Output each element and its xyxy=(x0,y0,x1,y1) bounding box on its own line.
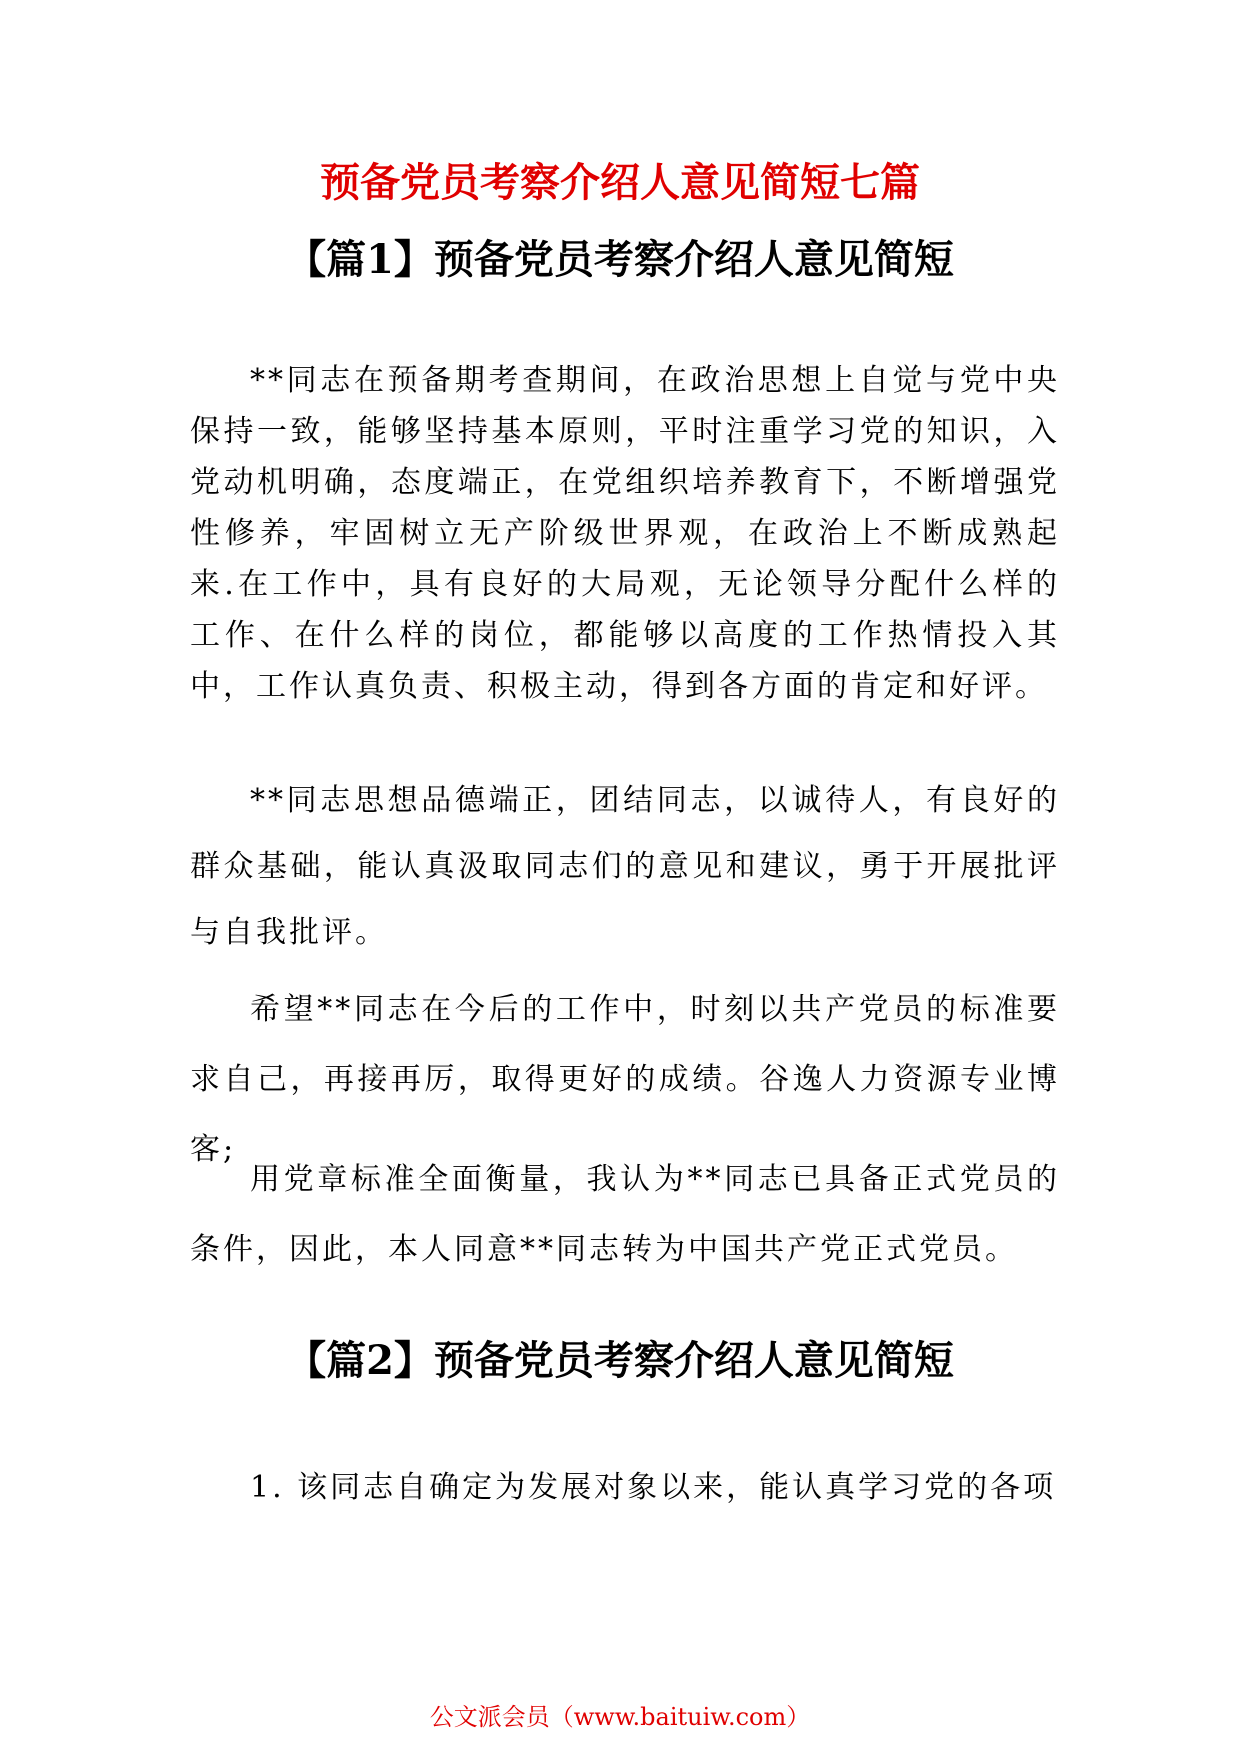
section-1-paragraph-1: **同志在预备期考查期间，在政治思想上自觉与党中央保持一致，能够坚持基本原则，平时注重学习党的知识，入党动机明确，态度端正，在党组织培养教育下，不断增强党性修养，牢固树立无产阶级世界观，在政治上不断成熟起来.在工作中，具有良好的大局观，无论领导分配什么样的工作、在什么样的岗位，都能够以高度的工作热情投入其中，工作认真负责、积极主动，得到各方面的肯定和好评。 xyxy=(190,363,1060,704)
section-1-paragraph-4: 用党章标准全面衡量，我认为**同志已具备正式党员的条件，因此，本人同意**同志转为中国共产党正式党员。 xyxy=(190,1162,1060,1267)
footer-watermark: 公文派会员（www.baituiw.com） xyxy=(429,1703,811,1731)
section-1-paragraph-3: 希望**同志在今后的工作中，时刻以共产党员的标准要求自己，再接再厉，取得更好的成绩。谷逸人力资源专业博客; xyxy=(190,992,1060,1167)
document-title: 预备党员考察介绍人意见简短七篇 xyxy=(320,159,920,206)
section-2-paragraph-1: 1. 该同志自确定为发展对象以来，能认真学习党的各项 xyxy=(250,1470,1057,1505)
section-2-heading: 【篇2】预备党员考察介绍人意见简短 xyxy=(286,1337,954,1384)
section-1-heading: 【篇1】预备党员考察介绍人意见简短 xyxy=(286,236,954,283)
section-1-paragraph-2: **同志思想品德端正，团结同志，以诚待人，有良好的群众基础，能认真汲取同志们的意见和建议，勇于开展批评与自我批评。 xyxy=(190,783,1060,950)
